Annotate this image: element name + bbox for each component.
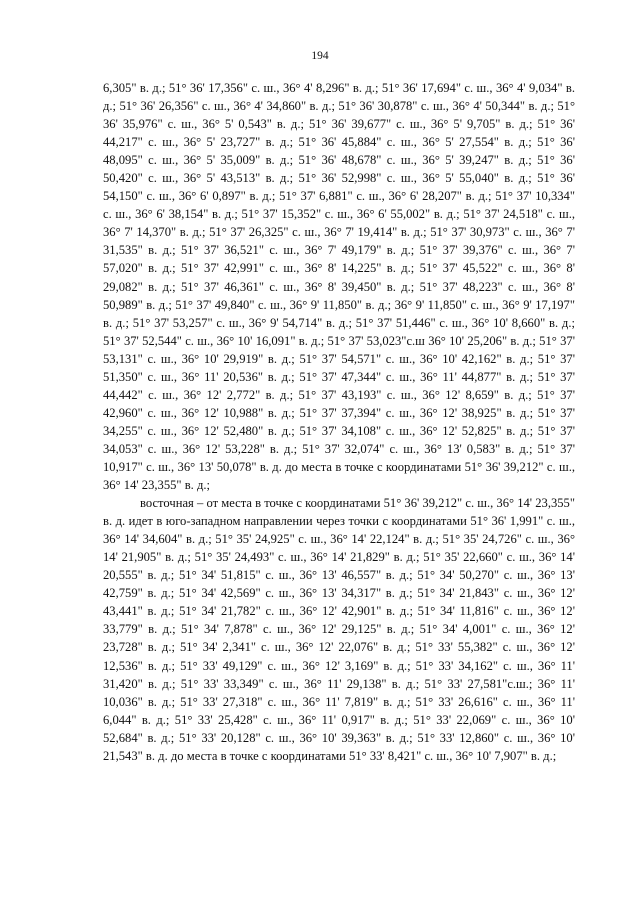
document-body	[103, 79, 575, 765]
coordinates-paragraph: 6,305" в. д.; 51° 36' 17,356" с. ш., 36° 4' 8,296" в. д.; 51° 36' 17,694" с. ш., 36° 4' 9,034" в. д.; 51° 36' 26,356" с. ш., 36° 4' 34,860" в. д.; 51° 36' 30,878" с. ш., 36° 4' 50,344" в. д.; 51° 36' 35,976" с. ш., 36° 5' 0,543" в. д.; 51° 36' 39,677" с. ш., 36° 5' 9,705" в. д.; 51° 36' 44,217" с. ш., 36° 5' 23,727" в. д.; 51° 36' 45,884" с. ш., 36° 5' 27,554" в. д.; 51° 36' 48,095" с. ш., 36° 5' 35,009" в. д.; 51° 36' 48,678" с. ш., 36° 5' 39,247" в. д.; 51° 36' 50,420" с. ш., 36° 5' 43,513" в. д.; 51° 36' 52,998" с. ш., 36° 5' 55,040" в. д.; 51° 36' 54,150" с. ш., 36° 6' 0,897" в. д.; 51° 37' 6,881" с. ш., 36° 6' 28,207" в. д.; 51° 37' 10,334" с. ш., 36° 6' 38,154" в. д.; 51° 37' 15,352" с. ш., 36° 6' 55,002" в. д.; 51° 37' 24,518" с. ш., 36° 7' 14,370" в. д.; 51° 37' 26,325" с. ш., 36° 7' 19,414" в. д.; 51° 37' 30,973" с. ш., 36° 7' 31,535" в. д.; 51° 37' 36,521" с. ш., 36° 7' 49,179" в. д.; 51° 37' 39,376" с. ш., 36° 7' 57,020" в. д.; 51° 37' 42,991" с. ш., 36° 8' 14,225" в. д.; 51° 37' 45,522" с. ш., 36° 8' 29,082" в. д.; 51° 37' 46,361" с. ш., 36° 8' 39,450" в. д.; 51° 37' 48,223" с. ш., 36° 8' 50,989" в. д.; 51° 37' 49,840" с. ш., 36° 9' 11,850" в. д.; 36° 9' 11,850" с. ш., 36° 9' 17,197" в. д.; 51° 37' 53,257" с. ш., 36° 9' 54,714" в. д.; 51° 37' 51,446" с. ш., 36° 10' 8,660" в. д.; 51° 37' 52,544" с. ш., 36° 10' 16,091" в. д.; 51° 37' 53,023"с.ш 36° 10' 25,206" в. д.; 51° 37' 53,131" с. ш., 36° 10' 29,919" в. д.; 51° 37' 54,571" с. ш., 36° 10' 42,162" в. д.; 51° 37' 51,350" с. ш., 36° 11' 20,536" в. д.; 51° 37' 47,344" с. ш., 36° 11' 44,877" в. д.; 51° 37' 44,442" с. ш., 36° 12' 2,772" в. д.; 51° 37' 43,193" с. ш., 36° 12' 8,659" в. д.; 51° 37' 42,960" с. ш., 36° 12' 10,988" в. д.; 51° 37' 37,394" с. ш., 36° 12' 38,925" в. д.; 51° 37' 34,255" с. ш., 36° 12' 52,480" в. д.; 51° 37' 34,108" с. ш., 36° 12' 52,825" в. д.; 51° 37' 34,053" с. ш., 36° 12' 53,228" в. д.; 51° 37' 32,074" с. ш., 36° 13' 0,583" в. д.; 51° 37' 10,917" с. ш., 36° 13' 50,078" в. д. до места в точке с координатами 51° 36' 39,212" с. ш., 36° 14' 23,355" в. д.;	[103, 81, 575, 493]
eastern-boundary-paragraph: восточная – от места в точке с координатами 51° 36' 39,212" с. ш., 36° 14' 23,355" в. д. идет в юго-западном направлении через точки с координатами 51° 36' 1,991" с. ш., 36° 14' 34,604" в. д.; 51° 35' 24,925" с. ш., 36° 14' 22,124" в. д.; 51° 35' 24,726" с. ш., 36° 14' 21,905" в. д.; 51° 35' 24,493" с. ш., 36° 14' 21,829" в. д.; 51° 35' 22,660" с. ш., 36° 14' 20,555" в. д.; 51° 34' 51,815" с. ш., 36° 13' 46,557" в. д.; 51° 34' 50,270" с. ш., 36° 13' 42,759" в. д.; 51° 34' 42,569" с. ш., 36° 13' 34,317" в. д.; 51° 34' 21,843" с. ш., 36° 12' 43,441" в. д.; 51° 34' 21,782" с. ш., 36° 12' 42,901" в. д.; 51° 34' 11,816" с. ш., 36° 12' 33,779" в. д.; 51° 34' 7,878" с. ш., 36° 12' 29,125" в. д.; 51° 34' 4,001" с. ш., 36° 12' 23,728" в. д.; 51° 34' 2,341" с. ш., 36° 12' 22,076" в. д.; 51° 33' 55,382" с. ш., 36° 12' 12,536" в. д.; 51° 33' 49,129" с. ш., 36° 12' 3,169" в. д.; 51° 33' 34,162" с. ш., 36° 11' 31,420" в. д.; 51° 33' 33,349" с. ш., 36° 11' 29,138" в. д.; 51° 33' 27,581"с.ш.; 36° 11' 10,036" в. д.; 51° 33' 27,318" с. ш., 36° 11' 7,819" в. д.; 51° 33' 26,616" с. ш., 36° 11' 6,044" в. д.; 51° 33' 25,428" с. ш., 36° 11' 0,917" в. д.; 51° 33' 22,069" с. ш., 36° 10' 52,684" в. д.; 51° 33' 20,128" с. ш., 36° 10' 39,363" в. д.; 51° 33' 12,860" с. ш., 36° 10' 21,543" в. д. до места в точке с координатами 51° 33' 8,421" с. ш., 36° 10' 7,907" в. д.;	[103, 496, 575, 763]
page-number: 194	[311, 50, 329, 62]
